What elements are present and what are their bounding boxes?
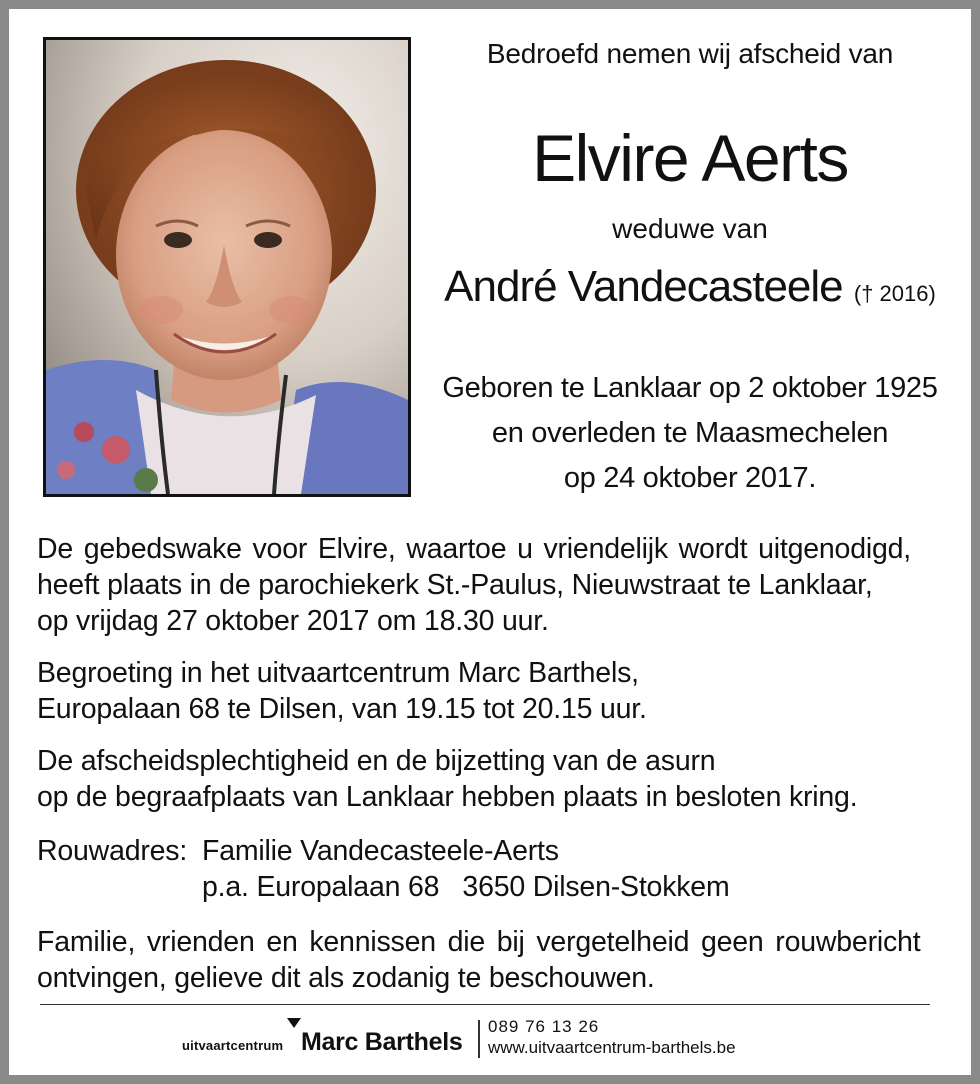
footer-website-link[interactable]: www.uitvaartcentrum-barthels.be bbox=[488, 1038, 736, 1057]
widow-of-text: weduwe van bbox=[612, 213, 768, 244]
portrait-image bbox=[46, 40, 408, 494]
footer-phone[interactable]: 089 76 13 26 bbox=[488, 1017, 600, 1036]
wake-line: De gebedswake voor Elvire, waartoe u vriendelijk wordt uitgenodigd, bbox=[37, 533, 911, 565]
spouse-death-year: († 2016) bbox=[853, 281, 936, 306]
ceremony-paragraph bbox=[37, 743, 947, 815]
funeral-home-footer bbox=[0, 1014, 980, 1064]
address-line: p.a. Europalaan 68 3650 Dilsen-Stokkem bbox=[202, 871, 730, 903]
wake-paragraph bbox=[37, 531, 947, 639]
closing-line: ontvingen, gelieve dit als zodanig te beschouwen. bbox=[37, 962, 655, 994]
deceased-name: Elvire Aerts bbox=[532, 121, 848, 195]
wake-line: heeft plaats in de parochiekerk St.-Paulus, Nieuwstraat te Lanklaar, bbox=[37, 569, 873, 601]
footer-prefix: uitvaartcentrum bbox=[182, 1038, 284, 1053]
born-line: Geboren te Lanklaar op 2 oktober 1925 bbox=[442, 372, 938, 404]
footer-brand: Marc Barthels bbox=[301, 1028, 463, 1056]
ceremony-line: De afscheidsplechtigheid en de bijzetting van de asurn bbox=[37, 745, 716, 777]
portrait-photo bbox=[43, 37, 411, 497]
closing-paragraph bbox=[37, 924, 947, 996]
spouse-name: André Vandecasteele bbox=[444, 262, 843, 311]
logo-triangle-icon bbox=[287, 1018, 301, 1028]
address-label: Rouwadres: bbox=[37, 835, 188, 867]
ceremony-line: op de begraafplaats van Lanklaar hebben plaats in besloten kring. bbox=[37, 781, 858, 813]
died-line: en overleden te Maasmechelen bbox=[491, 417, 889, 449]
birth-death-block bbox=[430, 366, 950, 501]
footer-divider bbox=[40, 1004, 930, 1005]
greeting-line: Begroeting in het uitvaartcentrum Marc Barthels, bbox=[37, 657, 639, 689]
spouse-line bbox=[430, 262, 950, 312]
footer-separator bbox=[478, 1020, 480, 1058]
died-date-line: op 24 oktober 2017. bbox=[563, 462, 817, 494]
greeting-paragraph bbox=[37, 655, 947, 727]
closing-line: Familie, vrienden en kennissen die bij vergetelheid geen rouwbericht bbox=[37, 926, 921, 958]
greeting-line: Europalaan 68 te Dilsen, van 19.15 tot 20.15 uur. bbox=[37, 693, 647, 725]
address-line: Familie Vandecasteele-Aerts bbox=[202, 835, 559, 867]
intro-text: Bedroefd nemen wij afscheid van bbox=[486, 38, 894, 69]
wake-line: op vrijdag 27 oktober 2017 om 18.30 uur. bbox=[37, 605, 549, 637]
